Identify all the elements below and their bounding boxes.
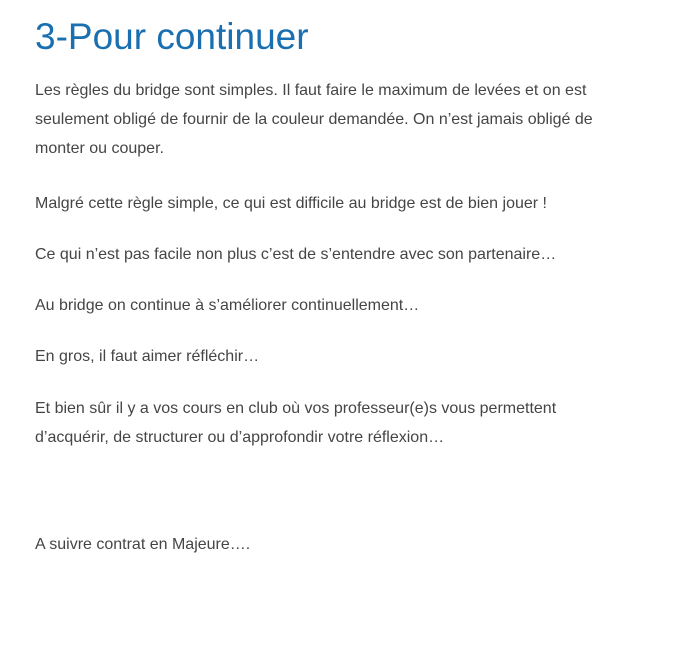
paragraph-line: d’acquérir, de structurer ou d’approfondir votre réflexion… [35,429,445,446]
paragraph-line: Et bien sûr il y a vos cours en club où vos professeur(e)s vous permettent [35,400,557,417]
paragraph-partner [35,240,556,269]
paragraph-to-be-continued [35,530,250,559]
paragraph-rules [35,76,593,163]
paragraph-line: monter ou couper. [35,140,164,157]
paragraph-line: Au bridge on continue à s’améliorer continuellement… [35,297,420,314]
paragraph-line: seulement obligé de fournir de la couleur demandée. On n’est jamais obligé de [35,111,593,128]
paragraph-think [35,342,259,371]
section-title: 3-Pour continuer [35,16,309,57]
paragraph-line: Malgré cette règle simple, ce qui est difficile au bridge est de bien jouer ! [35,195,547,212]
paragraph-difficulty [35,189,547,218]
paragraph-line: A suivre contrat en Majeure…. [35,536,251,553]
paragraph-improve [35,291,419,320]
paragraph-line: Ce qui n’est pas facile non plus c’est de s’entendre avec son partenaire… [35,246,557,263]
paragraph-line: En gros, il faut aimer réfléchir… [35,348,260,365]
paragraph-club-lessons [35,394,556,452]
paragraph-line: Les règles du bridge sont simples. Il faut faire le maximum de levées et on est [35,82,587,99]
